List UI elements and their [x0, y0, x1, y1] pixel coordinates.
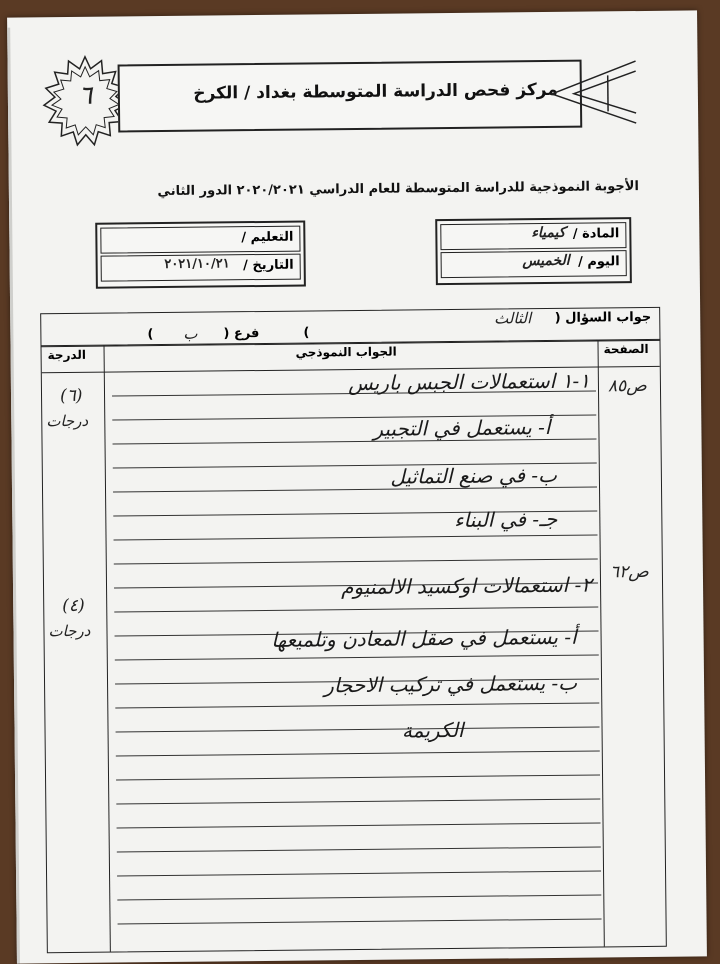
question-close: )	[303, 325, 309, 340]
ruled-line	[115, 654, 599, 660]
ruled-line	[117, 846, 601, 852]
answer-table	[40, 339, 666, 953]
day-value: الخميس	[522, 253, 570, 269]
date-row	[101, 254, 301, 282]
ruled-line	[118, 918, 602, 924]
ruled-line	[117, 870, 601, 876]
education-label: التعليم /	[241, 230, 293, 246]
arrow-decoration-icon	[548, 57, 639, 128]
subject-value: كيمياء	[531, 225, 565, 241]
grade-header: الدرجة	[48, 348, 87, 362]
center-title: مركز فحص الدراسة المتوسطة بغداد / الكرخ	[193, 80, 558, 104]
page-column-divider	[597, 340, 604, 946]
page-header: الصفحة	[603, 342, 648, 356]
branch-label: فرع (	[223, 326, 259, 341]
info-box-education	[95, 221, 306, 289]
page-note: ص٦٢	[610, 562, 649, 582]
page-note: ص٨٥	[608, 376, 647, 396]
ruled-line	[117, 822, 601, 828]
ruled-line	[117, 894, 601, 900]
grade-value: (٤)	[62, 596, 85, 616]
answer-line: الكريمة	[402, 718, 464, 743]
grade-unit: درجات	[46, 412, 88, 430]
ruled-line	[114, 534, 598, 540]
page-edge	[7, 28, 20, 964]
day-label: اليوم /	[578, 254, 620, 269]
education-row	[100, 226, 300, 254]
ruled-line	[114, 558, 598, 564]
grade-value: (٦)	[60, 386, 83, 406]
answer-line: أ- يستعمل في التجبير	[373, 415, 550, 441]
header-banner	[37, 49, 638, 151]
branch-value: ب	[183, 325, 197, 343]
ruled-line	[113, 486, 597, 492]
question-label: جواب السؤال (	[555, 310, 652, 326]
ruled-line	[114, 606, 598, 612]
ruled-line	[116, 750, 600, 756]
question-number: الثالث	[494, 309, 531, 327]
answer-line: ب- يستعمل في تركيب الاحجار	[324, 671, 577, 698]
ruled-line	[116, 774, 600, 780]
grade-unit: درجات	[48, 622, 90, 640]
seal-number: ٦	[38, 80, 133, 111]
info-box-subject	[435, 217, 632, 285]
ruled-line	[116, 726, 600, 732]
date-value: ٢٠٢١/١٠/٢١	[164, 256, 230, 272]
model-answer-header: الجواب النموذجي	[296, 345, 397, 360]
answer-line: أ- يستعمل في صقل المعادن وتلميعها	[271, 625, 577, 652]
center-title-box	[118, 60, 583, 133]
date-label: التاريخ /	[243, 258, 294, 274]
exam-subtitle: الأجوبة النموذجية للدراسة المتوسطة للعام الدراسي ٢٠٢٠/٢٠٢١ الدور الثاني	[157, 179, 639, 199]
answer-line: جـ- في البناء	[454, 507, 557, 532]
ruled-line	[115, 702, 599, 708]
branch-close: )	[147, 327, 153, 342]
subject-row	[440, 222, 626, 250]
day-row	[441, 250, 627, 278]
grade-column-divider	[104, 346, 111, 952]
subject-label: المادة /	[573, 226, 620, 241]
answer-line: ١-١ استعمالات الجبس باريس	[348, 369, 590, 396]
ruled-line	[116, 798, 600, 804]
answer-line: ٢- استعمالات اوكسيد الالمنيوم	[341, 573, 592, 600]
ruled-line	[113, 438, 597, 444]
answer-line: ب- في صنع التماثيل	[390, 463, 557, 489]
answer-sheet	[7, 10, 707, 963]
